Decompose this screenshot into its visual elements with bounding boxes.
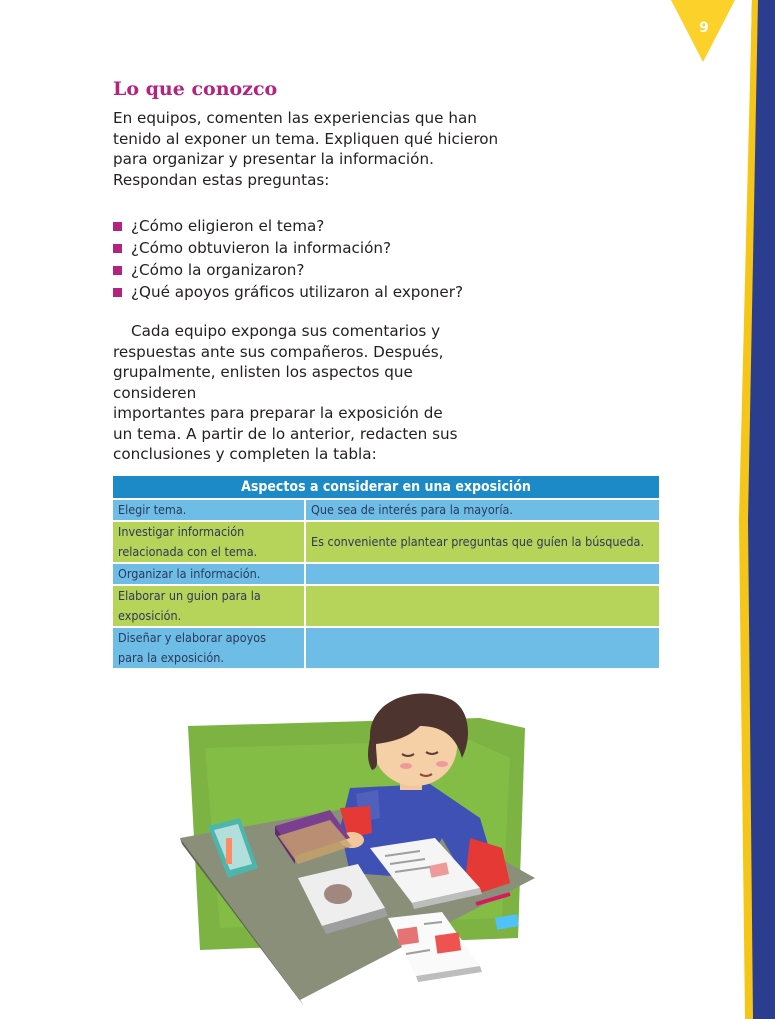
note-cell[interactable] [305,627,659,669]
aspect-line: para la exposición. [118,650,224,665]
question-list [113,216,463,304]
intro-line: para organizar y presentar la información. [113,150,434,168]
paragraph-line: respuestas ante sus compañeros. Después, [113,342,444,361]
intro-line: Respondan estas preguntas: [113,170,330,189]
square-bullet-icon [113,244,122,253]
paragraph-line: importantes para preparar la exposición de [113,404,443,422]
question-item [113,260,463,282]
aspect-line: relacionada con el tema. [118,544,258,559]
question-text: ¿Cómo eligieron el tema? [131,217,325,235]
aspect-cell [113,627,305,669]
table-header: Aspectos a considerar en una exposición [113,476,659,499]
intro-line: En equipos, comenten las experiencias que han [113,109,477,127]
question-item [113,216,463,238]
question-item [113,282,463,304]
table-row [113,499,659,521]
note-cell[interactable] [305,585,659,627]
section-title: Lo que conozco [113,78,278,100]
aspect-cell [113,521,305,563]
aspect-line: Investigar información [118,524,245,539]
instructions-paragraph [113,321,493,465]
paragraph-line: grupalmente, enlisten los aspectos que consideren [113,363,413,402]
aspect-cell: Elegir tema. [113,499,305,521]
note-cell[interactable] [305,563,659,585]
square-bullet-icon [113,288,122,297]
question-item [113,238,463,260]
aspects-table [113,476,659,670]
note-cell: Que sea de interés para la mayoría. [305,499,659,521]
table-row [113,627,659,669]
aspect-line: Elaborar un guion para la [118,588,261,603]
note-cell: Es conveniente plantear preguntas que guíen la búsqueda. [305,521,659,563]
table-row [113,521,659,563]
square-bullet-icon [113,266,122,275]
paragraph-line: conclusiones y completen la tabla: [113,445,377,463]
aspect-line: Diseñar y elaborar apoyos [118,630,266,645]
aspect-cell: Organizar la información. [113,563,305,585]
question-text: ¿Qué apoyos gráficos utilizaron al exponer? [131,283,464,301]
question-text: ¿Cómo obtuvieron la información? [131,239,392,257]
paragraph-line: Cada equipo exponga sus comentarios y [131,322,441,340]
page-number: 9 [699,20,709,36]
aspect-cell [113,585,305,627]
table-row [113,563,659,585]
student-reading-illustration-icon [180,688,535,1008]
paragraph-line: un tema. A partir de lo anterior, redacten sus [113,424,458,443]
square-bullet-icon [113,222,122,231]
table-row [113,585,659,627]
question-text: ¿Cómo la organizaron? [131,261,305,279]
intro-text [113,108,503,190]
aspect-line: exposición. [118,608,182,623]
intro-line: tenido al exponer un tema. Expliquen qué hicieron [113,129,499,148]
